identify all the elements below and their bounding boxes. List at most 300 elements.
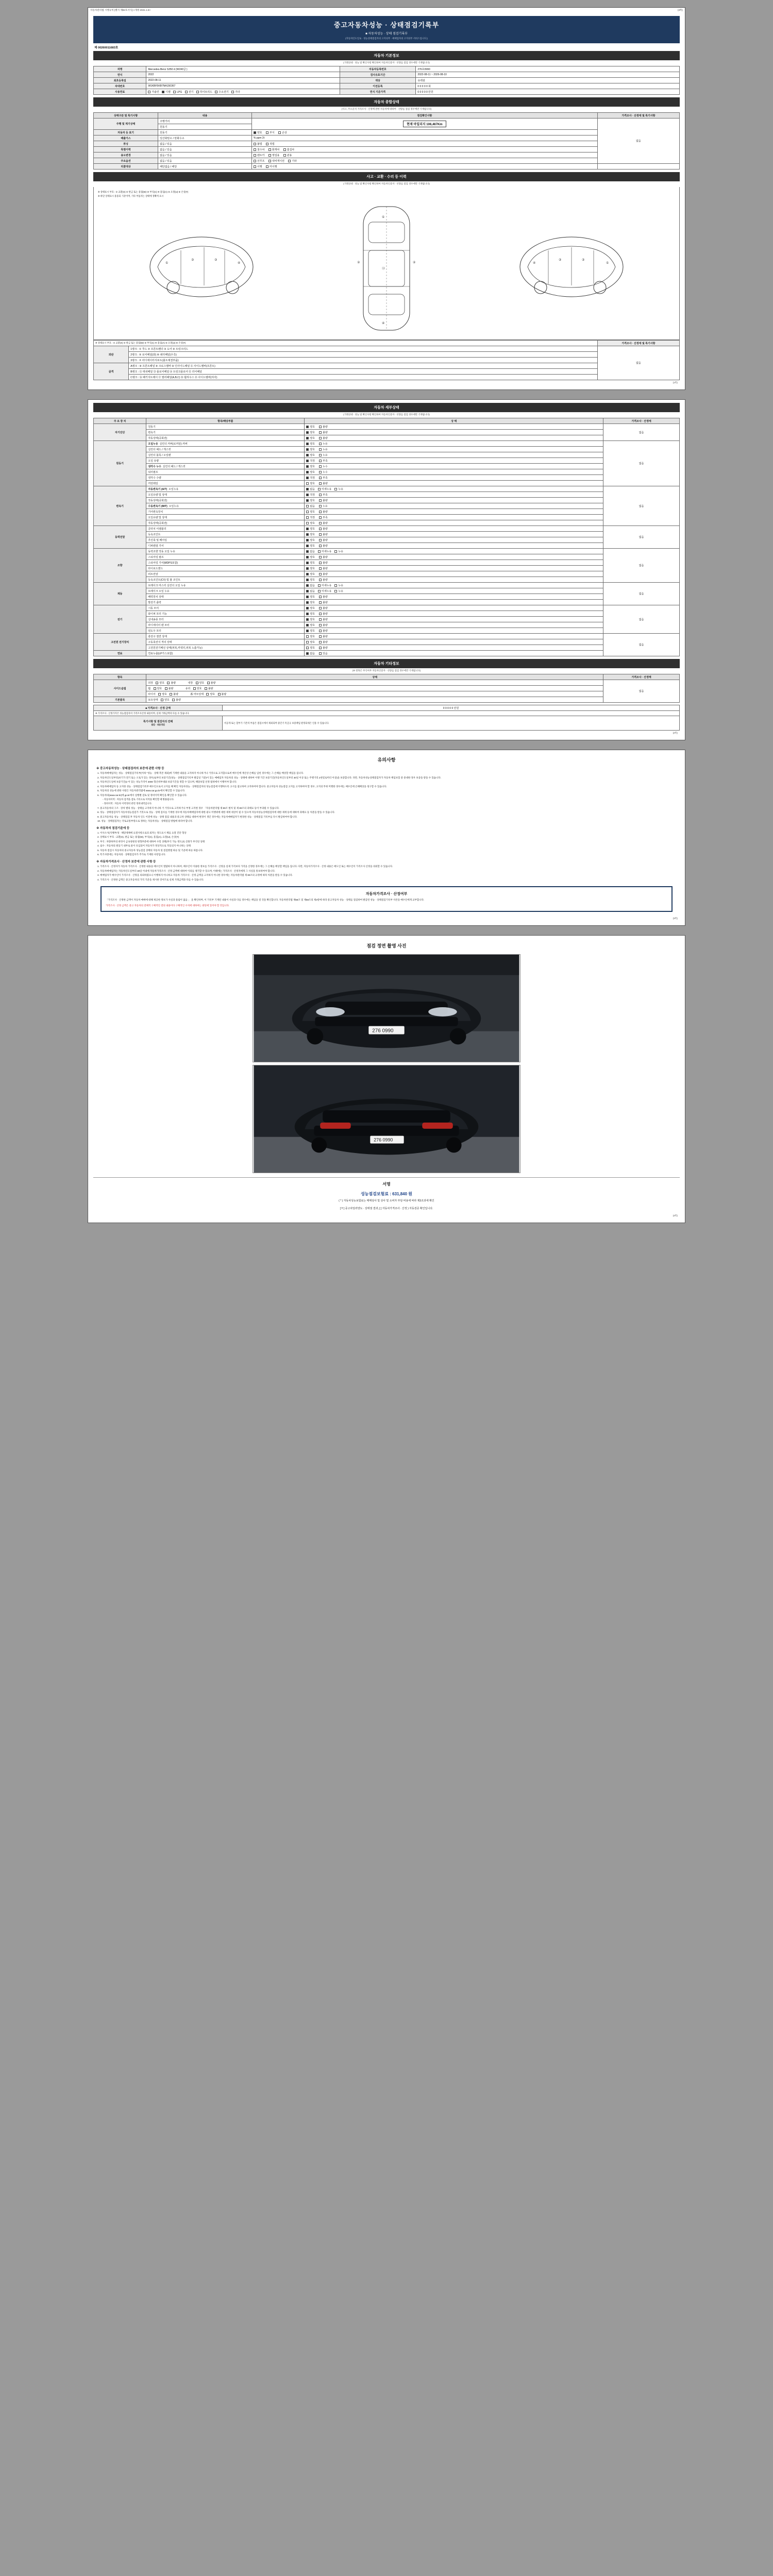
table-row [94,130,680,135]
checkbox-vin-damage[interactable] [278,131,281,134]
state-options[interactable] [305,594,603,600]
option-label: 불량 [322,527,328,531]
state-options[interactable] [305,509,603,515]
option-label: 적정 [310,493,315,497]
checkbox-adequate[interactable] [306,460,309,462]
group-note: 없음 [603,441,680,486]
state-options[interactable] [305,571,603,577]
checkbox-good[interactable] [306,579,309,581]
state-options[interactable] [305,588,603,594]
checkbox-none[interactable] [306,505,309,507]
checkbox-good[interactable] [158,693,161,696]
part-label: 디퍼렌셜 기어 [146,543,305,549]
checkbox-bad[interactable] [319,567,322,570]
row-sub-emission: 일산화탄소 / 탄화수소 [158,135,252,141]
price-note: ※ 가격조사 · 산정가격은 성능점검자의 가격조사산정 내용이며, 실제 거래금액과 다를 수 있습니다. [94,711,680,716]
checkbox-bad[interactable] [319,545,322,547]
state-options[interactable] [305,503,603,509]
checkbox-tuning-legal[interactable] [266,143,268,145]
state-options[interactable] [305,611,603,617]
option-label: 불량 [322,635,328,638]
state-options[interactable] [305,560,603,566]
state-options[interactable] [305,628,603,634]
vin-mark-options[interactable] [251,130,597,135]
part-label [146,486,305,492]
table-row [94,72,680,78]
checkbox-good[interactable] [306,499,309,502]
table-row [94,634,680,639]
option-label: 미세누유 [321,589,332,593]
accident-rank-table [93,340,680,380]
checkbox-leak[interactable] [319,505,322,507]
checkbox-micro-leak[interactable] [318,488,321,490]
checkbox-good[interactable] [306,630,309,632]
checkbox-exists[interactable] [319,652,322,655]
part-label: 기어변속장치 [146,509,305,515]
checkbox-bad[interactable] [319,539,322,541]
option-label: 양호 [310,572,315,576]
diagram-note-1: ※ 상태표시 부호 : ① 교환(X) ② 판금 또는 용접(W) ③ 부식(C) ④ 흠집(A) ⑤ 요철(U) ⑥ 손상(T) [98,191,189,193]
checkbox-insufficient[interactable] [319,516,322,519]
svg-text:②: ② [412,261,416,264]
checkbox-leak[interactable] [334,584,337,587]
notice-item-text: 자동차인도일에 보증기간(2 이 있는 성능가격이 3000 형산위부대와 보증기간을 정할 수 있으며, 해당보험 선정 범위에서 이행이야 합니다. [100,781,237,784]
document-title-band [93,16,680,43]
page-footer-mark: (3쪽) [673,917,678,920]
state-options[interactable] [305,475,603,481]
state-options[interactable] [305,532,603,537]
checkbox-leak[interactable] [319,465,322,468]
group-fuel: 연료 [94,651,146,656]
state-options[interactable] [305,424,603,430]
col-major-device: 주 요 장 치 [94,418,146,424]
notice-subitem: - 자동차이력 : 자동차 검색을 검토 기록으로 이력을 확인할 때 활용됩니다. [103,798,175,801]
state-options[interactable] [305,492,603,498]
checkbox-bad[interactable] [165,687,167,690]
option-label: 미이행 [270,165,277,168]
checkbox-bad[interactable] [319,431,322,434]
option-label: 불량 [322,521,328,525]
state-options[interactable] [305,469,603,475]
notice-item-text: 자동차의(www.car.kr)에 go.kr에서 실행별 검토 및 정비이력 확인을 확인할 수 있습니다. [100,793,187,796]
checkbox-navigation[interactable] [268,160,271,162]
checkbox-fuel-hybrid[interactable] [196,91,199,93]
group-braking: 제동 [94,583,146,605]
mileage-display: 현재 마일리지 106,467Km [403,121,446,127]
part-label: 등속조인트(CV) 및 볼 조인트 [146,577,305,583]
notice-item: 2. 자동차인도일부터(보기가 전기 또는 오토가 있는 경우)로부터 보증기간(성능 · 상태점검기록부 발급일 기준)이 있는 매매업자 자동차의 성능 · 상태에 대하여 이행 기간 보증기간(자동차인도일부터 30일 이상 또는 주행거리 2천킬로미터 이상)을 보증합니다. 다만, 자동차성능상태점검자가 자동차 책임보험 중 중대한 경우 보증을 받을 수 있습니다. [97,776,441,779]
recall-price-note [597,164,679,170]
part-label: 충전구 절연 상태 [146,634,305,639]
notice-item: 5. 자동차 점검시 자동차의 중고자동차 성능점검 상태의 자동차 및 점검방법 따른 및 기준에 따른 따릅니다. [97,849,204,852]
checkbox-good[interactable] [306,601,309,604]
checkbox-good[interactable] [306,562,309,564]
table-row [94,691,680,697]
notice-item: 6. 자동차의(www.car.kr)에 go.kr에서 실행별 검토 및 정비이력 확인을 확인할 수 있습니다. [97,793,187,796]
checkbox-fuel-other[interactable] [231,91,234,93]
notice-item-text: 가격조사 · 산정한 금액은 중고자동차의 가격 기준을 제시한 것이므로 실제 거래금액과 다를 수 있습니다. [100,878,204,881]
checkbox-micro-leak[interactable] [318,584,321,587]
svg-text:④: ④ [532,262,536,265]
checkbox-none[interactable] [306,550,309,553]
part-main: 오일누유 [148,442,158,446]
part-label [146,464,305,469]
page-4 [88,935,685,1223]
row-label-emission: 배출가스 [94,135,158,141]
checkbox-bad[interactable] [319,511,322,513]
state-options[interactable] [305,526,603,532]
checkbox-good[interactable] [306,482,309,485]
table-row [94,588,680,594]
checkbox-leak[interactable] [319,443,322,445]
checkbox-good[interactable] [306,635,309,638]
checkbox-adequate[interactable] [306,516,309,519]
table-row [94,492,680,498]
checkbox-fire[interactable] [268,148,271,151]
checkbox-good[interactable] [306,511,309,513]
state-options[interactable] [305,452,603,458]
table-row [94,441,680,447]
emission-values: % ppm 2t [251,135,597,141]
table-row [94,352,680,358]
checkbox-fuel-lpg[interactable] [173,91,176,93]
option-label: 양호 [310,623,315,627]
option-label: 부식 [270,131,275,134]
state-options[interactable] [305,549,603,554]
table-row [94,711,680,716]
checkbox-sunroof[interactable] [254,160,256,162]
group-steering: 조향 [94,549,146,583]
option-label: 불량 [208,687,213,690]
checkbox-insufficient[interactable] [319,494,322,496]
fuel-option-label: 하이브리드 [199,90,212,94]
checkbox-leak[interactable] [319,471,322,473]
checkbox-good[interactable] [196,682,198,684]
checkbox-bad[interactable] [319,613,322,615]
state-options[interactable] [305,498,603,503]
state-options[interactable] [305,566,603,571]
label-car-name: 차명 [94,66,146,72]
option-label: 양호 [310,533,315,536]
state-options[interactable] [305,583,603,588]
checkbox-good[interactable] [306,431,309,434]
main-options-cell[interactable] [251,158,597,164]
checkbox-bad[interactable] [319,528,322,530]
checkbox-bad[interactable] [319,624,322,626]
checkbox-adequate[interactable] [306,477,309,479]
checkbox-bad[interactable] [319,499,322,502]
group-electric: 전기 [94,605,146,634]
option-label: 누수 [322,470,328,474]
checkbox-tuning-illegal[interactable] [254,143,256,145]
label-inspection-period: 검사유효기간 [340,72,416,78]
state-options[interactable] [305,577,603,583]
checkbox-good[interactable] [306,528,309,530]
option-label: 양호 [157,687,162,690]
checkbox-adequate[interactable] [306,494,309,496]
checkbox-good[interactable] [306,607,309,609]
checkbox-vin-corrosion[interactable] [266,131,268,134]
checkbox-good[interactable] [306,426,309,428]
checkbox-good[interactable] [306,613,309,615]
checkbox-bad[interactable] [319,607,322,609]
table-row [94,452,680,458]
checkbox-good[interactable] [306,573,309,575]
checkbox-bad[interactable] [319,533,322,536]
other-state-cell[interactable] [146,680,603,686]
option-label: 불량 [322,499,328,502]
checkbox-leak[interactable] [334,550,337,553]
svg-text:③: ③ [214,259,217,262]
checkbox-scratch[interactable] [283,148,286,151]
part-label: 실내송풍 모터 [146,617,305,622]
checkbox-recall-notdone[interactable] [266,165,268,168]
checkbox-good[interactable] [306,465,309,468]
checkbox-bad[interactable] [170,693,172,696]
row-sub-mileage: 주행거리 [158,118,252,124]
detail-state-table [93,418,680,656]
checkbox-bad[interactable] [319,482,322,485]
checkbox-good[interactable] [306,641,309,643]
state-options[interactable] [305,430,603,435]
label-year: 연식 [94,72,146,78]
part-label: 원동기 [146,424,305,430]
checkbox-insufficient[interactable] [319,477,322,479]
part-label: 고전원전기배선 상태(피복,커넥터,피복 노출가능) [146,645,305,651]
checkbox-commercial[interactable] [268,154,271,157]
checkbox-good[interactable] [206,693,209,696]
section-detail-header: 자동차 세부상태 [93,403,680,412]
checkbox-bad[interactable] [319,635,322,638]
checkbox-bad[interactable] [319,522,322,524]
group-note: 없음 [603,486,680,526]
state-options[interactable] [305,605,603,611]
col-price-assess: 가격조사 · 산정에 [603,418,680,424]
section-accident-subnote: (거래상대 · 성능 및 확인사항 확인하여 자동차인증자 · 선량를 점검 경우에만 기재됩니다) [343,182,430,185]
state-options[interactable] [305,645,603,651]
state-options[interactable] [305,441,603,447]
price-value: 0 0 0 0 0 만원 [223,705,680,711]
notice-item-text: 성능 · 상태점검자가 자동차성능점검가 거짓으로 성능 · 상태 검사를 기재한 경우에 자동차매매업자에 대한 광고 미행위에 대한 제재 대상이 될 수 있으며 자동차성능상태점검자에 대한 제재 등에 대하여 과태료 등 처분을 받을 수 있습니다. [100,811,335,814]
row-sub-options: 없음 / 있음 [158,158,252,164]
state-options[interactable] [305,447,603,452]
document-title: 중고자동차성능 · 상태점검기록부 [333,21,440,29]
col-content: 내용 [158,113,252,118]
checkbox-bad[interactable] [319,596,322,598]
checkbox-good[interactable] [306,437,309,439]
checkbox-good[interactable] [154,687,156,690]
option-label: 양호 [257,131,262,134]
checkbox-rentcar[interactable] [254,154,256,157]
state-options[interactable] [305,515,603,520]
other-state-cell[interactable] [146,691,603,697]
checkbox-flood[interactable] [254,148,256,151]
notice-item: 2. 상태표시 부호 : 교환(X), 판금 또는 용접(W), 부식(C), 흠집(A), 요철(U), 손상(T) [97,836,179,839]
checkbox-bad[interactable] [319,579,322,581]
checkbox-good[interactable] [306,556,309,558]
checkbox-good[interactable] [306,454,309,456]
state-options[interactable] [305,458,603,464]
state-options[interactable] [305,464,603,469]
checkbox-good[interactable] [306,596,309,598]
state-options[interactable] [305,537,603,543]
checkbox-leak[interactable] [334,488,337,490]
table-header-row [94,674,680,680]
table-row [94,577,680,583]
fuel-option-label: 수소전기 [219,90,229,94]
checkbox-good[interactable] [193,687,196,690]
checkbox-good[interactable] [306,539,309,541]
checkbox-bad[interactable] [319,556,322,558]
checkbox-good[interactable] [306,545,309,547]
checkbox-bad[interactable] [218,693,221,696]
checkbox-bad[interactable] [319,426,322,428]
fuel-option-label: LPG [177,90,182,94]
footer-note-2: [ Y ] 중고차딜러양도 · 상태점 결과, [ ] 자동차가격조사 · 산정 ) 자동검증 확인입니다. [340,1207,433,1210]
checkbox-good[interactable] [306,618,309,621]
checkbox-none[interactable] [306,652,309,655]
photo-section-title: 점검 정면 촬영 사진 [366,943,407,948]
notice-item-text: 자동차매매업자는 자동차인도일부터 30일 이내에 자동차가격조사 · 산정 금액에 대하여 이의를 제기할 수 있으며, 이때에는 가격조사 · 산정자에게 그 사실을 통보하여야 합니다. [100,869,275,872]
part-label: 작동상태(공회전) [146,520,305,526]
checkbox-bad[interactable] [319,562,322,564]
checkbox-bad[interactable] [319,601,322,604]
part-label: 오일유량 및 상태 [146,515,305,520]
group-note: 없음 [603,424,680,441]
fuel-options-cell[interactable] [146,89,340,95]
checkbox-fuel-electric[interactable] [185,91,188,93]
row-label-vin-mark: 자동차 등 표기 [94,130,158,135]
label-vin: 차대번호 [94,83,146,89]
checkbox-other-option[interactable] [288,160,291,162]
checkbox-good[interactable] [161,699,163,701]
checkbox-fuel-diesel[interactable] [162,91,164,93]
part-label: 브레이크 오일 누유 [146,588,305,594]
checkbox-good[interactable] [306,567,309,570]
checkbox-bad[interactable] [167,682,170,684]
checkbox-good[interactable] [306,522,309,524]
option-label: 양호 [310,555,315,559]
option-label: 없음 [310,584,315,587]
checkbox-good[interactable] [306,647,309,649]
checkbox-good[interactable] [306,443,309,445]
notice-item: 4. 가격조사 · 산정한 금액은 중고자동차의 가격 기준을 제시한 것이므로 실제 거래금액과 다를 수 있습니다. [97,878,204,881]
checkbox-good[interactable] [306,533,309,536]
checkbox-bad[interactable] [319,618,322,621]
notice-item-text: 매매업자가 매수인이 가격조사 · 산정을 의뢰하였으나 이행하지 아니하고 자동차 가격조사 · 산정 금액을 고지하지 아니한 경우에는 자동차관리법 제 80조의 규정에 따라 처분을 받을 수 있습니다. [100,874,293,877]
table-row [94,363,680,369]
tuning-options[interactable] [251,141,597,147]
checkbox-bad[interactable] [207,682,210,684]
group-self-diagnosis: 자기진단 [94,424,146,441]
state-options[interactable] [305,634,603,639]
checkbox-insufficient[interactable] [319,460,322,462]
checkbox-bad[interactable] [319,573,322,575]
state-options[interactable] [305,651,603,656]
checkbox-government[interactable] [283,154,286,157]
checkbox-bad[interactable] [319,647,322,649]
checkbox-none[interactable] [306,584,309,587]
checkbox-good[interactable] [306,448,309,451]
group-sideslip: 사이드슬립 [94,680,146,697]
option-label: 불량 [322,578,328,582]
state-options[interactable] [305,554,603,560]
svg-text:④: ④ [238,262,241,265]
car-top-view-icon [348,201,425,335]
checkbox-none[interactable] [306,590,309,592]
option-label: 부족 [322,459,328,463]
checkbox-leak[interactable] [319,448,322,451]
part-label: 작동상태(공회전) [146,498,305,503]
checkbox-bad[interactable] [319,437,322,439]
rank-row-value: 2랭크 : ⑤ 로어패널(좌) ⑥ 쿼터패널(우측) [129,352,598,358]
group-label-outer: 외판 [94,346,129,363]
state-options[interactable] [305,520,603,526]
recall-options[interactable] [251,164,597,170]
special-history-options[interactable] [251,147,597,152]
state-options[interactable] [305,481,603,486]
state-options[interactable] [305,435,603,441]
table-row [94,481,680,486]
state-options[interactable] [305,617,603,622]
use-change-options[interactable] [251,152,597,158]
checkbox-micro-leak[interactable] [318,550,321,553]
label-fuel: 사용연료 [94,89,146,95]
option-label: 불량 [322,623,328,627]
state-options[interactable] [305,600,603,605]
notice-item: 8. 성능 · 상태점검자가 자동차성능점검가 거짓으로 성능 · 상태 검사를 기재한 경우에 자동차매매업자에 대한 광고 미행위에 대한 제재 대상이 될 수 있으며 자동차성능상태점검자에 대한 제재 등에 대하여 과태료 등 처분을 받을 수 있습니다. [97,811,335,814]
part-label: 동력조향 작동 오일 누유 [146,549,305,554]
option-label: 불량 [322,601,328,604]
checkbox-good[interactable] [156,682,158,684]
checkbox-bad[interactable] [172,699,175,701]
option-label: 불량 [322,431,328,434]
checkbox-micro-leak[interactable] [318,590,321,592]
checkbox-none[interactable] [306,488,309,490]
option-label: 내비게이션 [272,159,285,163]
svg-text:④: ④ [381,322,385,325]
checkbox-good[interactable] [306,471,309,473]
option-label: 양호 [310,612,315,616]
table-row [94,628,680,634]
checkbox-bad[interactable] [205,687,207,690]
other-state-cell[interactable] [146,697,603,703]
notice-item: 1. 자동차매매업자는 성능 · 상태점검기록부(이하 "성능 · 상태 복본 제외)에 기재한 내용을 고지하지 아니하거나 거짓으로 고지함으로써 매수인에 재산상 손해를 입힌 경우에는 그 손해를 배상할 책임을 집니다. [97,772,304,774]
table-row [94,509,680,515]
value-plate-no: 276호0990 [416,66,680,72]
table-row [94,537,680,543]
checkbox-fuel-hydrogen[interactable] [215,91,217,93]
other-state-cell[interactable] [146,686,603,691]
state-options[interactable] [305,622,603,628]
state-options[interactable] [305,543,603,549]
option-label: 불량 [322,533,328,536]
notice-item-text: 자동차 점검시 자동차의 중고자동차 성능점검 상태의 자동차 및 점검방법 따른 및 기준에 따른 따릅니다. [100,849,204,852]
part-label: 배력장치 상태 [146,594,305,600]
checkbox-good[interactable] [306,624,309,626]
checkbox-leak[interactable] [334,590,337,592]
checkbox-recall-done[interactable] [254,165,256,168]
checkbox-leak[interactable] [319,454,322,456]
checkbox-vin-good[interactable] [254,131,256,134]
notice-item: 1. 가격조사 · 산정자가 자동차 가격조사 · 산정한 내용을 매수인이 열람하지 아니하여, 매수인이 이용한 정보를 가격조사 · 산정을 실제 가격보다 가격을 산정한 경우에는 그 손해를 배상할 책임을 집니다. 다만, 자동차가격조사 · 산정 내용은 매도인 또는 매수인이 가격조사 산정을 의뢰할 수 있습니다. [97,865,393,868]
checkbox-fuel-gasoline[interactable] [148,91,150,93]
state-options[interactable] [305,486,603,492]
state-options[interactable] [305,639,603,645]
checkbox-bad[interactable] [319,641,322,643]
option-label: 불량 [322,538,328,542]
checkbox-bad[interactable] [319,630,322,632]
